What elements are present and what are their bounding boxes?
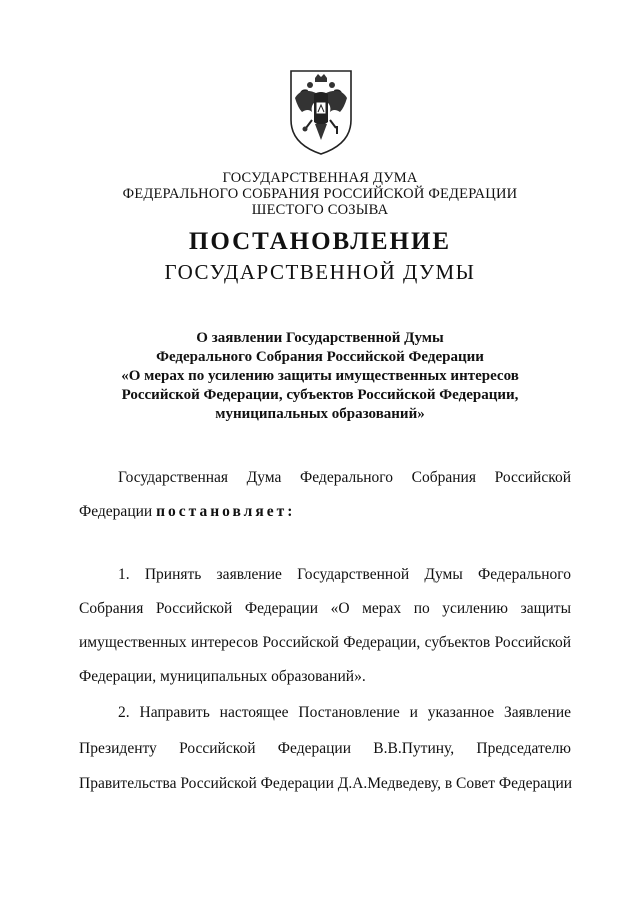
header-line-assembly: ФЕДЕРАЛЬНОГО СОБРАНИЯ РОССИЙСКОЙ ФЕДЕРАЦИИ	[122, 186, 518, 202]
subject-line-4: Российской Федерации, субъектов Российской Федерации,	[121, 387, 519, 403]
coat-of-arms-emblem	[288, 68, 354, 156]
subject-line-2: Федерального Собрания Российской Федерации	[156, 349, 484, 365]
intro-line-1: Государственная Дума Федерального Собрания Российской	[118, 469, 571, 486]
subject-line-5: муниципальных образований»	[215, 406, 425, 422]
paragraph-2-line-3: Правительства Российской Федерации Д.А.Медведеву, в Совет Федерации	[79, 775, 573, 792]
header-line-convocation: ШЕСТОГО СОЗЫВА	[251, 202, 389, 218]
paragraph-1-line-3: имущественных интересов Российской Федерации, субъектов Российской	[79, 634, 571, 651]
paragraph-2-line-1: 2. Направить настоящее Постановление и указанное Заявление	[118, 704, 571, 721]
document-subtitle: ГОСУДАРСТВЕННОЙ ДУМЫ	[164, 260, 476, 284]
resolves-text: постановляет:	[156, 503, 296, 520]
document-title: ПОСТАНОВЛЕНИЕ	[188, 228, 452, 255]
paragraph-1-line-4: Федерации, муниципальных образований».	[79, 668, 366, 685]
intro-federation-text: Федерации	[79, 503, 157, 520]
intro-line-2	[79, 503, 571, 521]
paragraph-1-line-1: 1. Принять заявление Государственной Думы Федерального	[118, 566, 571, 583]
subject-line-1: О заявлении Государственной Думы	[196, 330, 444, 346]
header-line-duma: ГОСУДАРСТВЕННАЯ ДУМА	[222, 170, 418, 186]
paragraph-1-line-2: Собрания Российской Федерации «О мерах по усилению защиты	[79, 600, 571, 617]
paragraph-2-line-2: Президенту Российской Федерации В.В.Путину, Председателю	[79, 740, 571, 757]
subject-line-3: «О мерах по усилению защиты имущественных интересов	[121, 368, 519, 384]
